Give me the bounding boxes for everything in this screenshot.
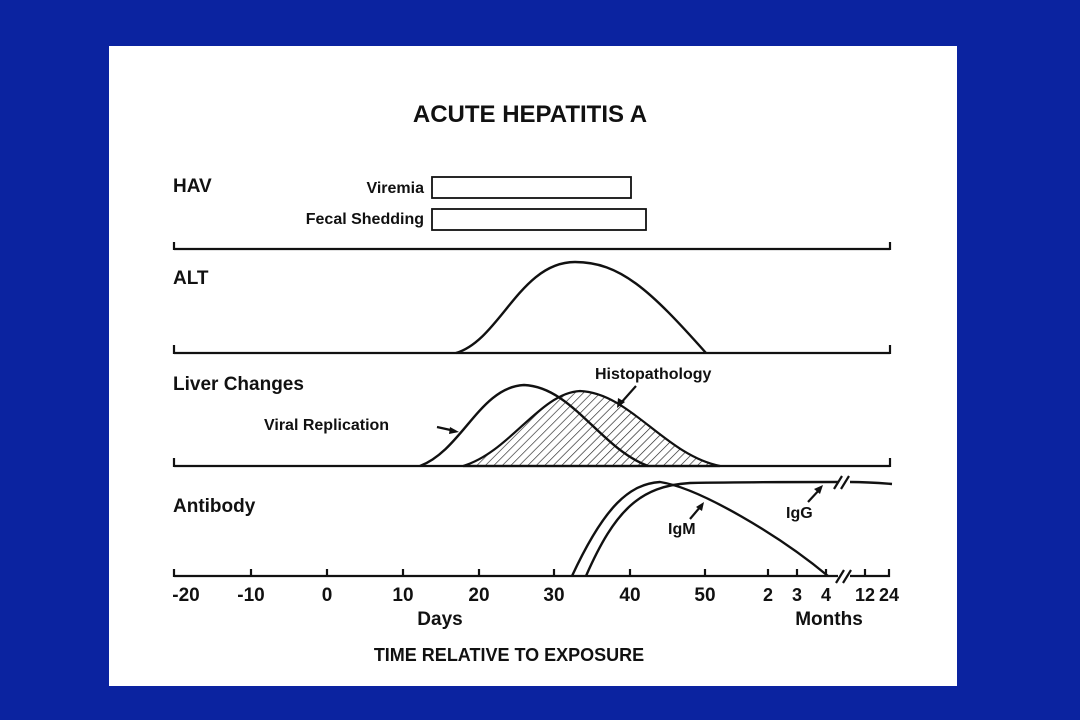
axis-title: TIME RELATIVE TO EXPOSURE	[373, 645, 645, 665]
section-label-alt: ALT	[173, 268, 209, 289]
viremia-label: Viremia	[366, 180, 424, 197]
tick-label: 3	[791, 585, 803, 605]
igg-label: IgG	[786, 505, 813, 522]
tick-label: 50	[694, 585, 716, 606]
viremia-bar	[432, 177, 631, 198]
fecal-shedding-label: Fecal Shedding	[305, 211, 424, 228]
fecal-shedding-bar	[432, 209, 646, 230]
histopathology-area	[463, 391, 720, 466]
tick-label: -20	[172, 585, 200, 606]
igm-label: IgM	[668, 521, 696, 538]
igg-curve	[586, 482, 892, 576]
tick-label: 40	[619, 585, 641, 606]
tick-label: 30	[543, 585, 565, 606]
alt-baseline	[174, 345, 890, 354]
diagram-title: ACUTE HEPATITIS A	[412, 101, 648, 128]
days-label: Days	[417, 609, 463, 630]
tick-label: 24	[878, 585, 900, 605]
section-label-hav: HAV	[173, 176, 212, 197]
tick-label: 0	[321, 585, 333, 606]
viral-replication-label: Viral Replication	[264, 417, 390, 434]
tick-label: 10	[392, 585, 414, 606]
viral-replication-arrowhead	[449, 427, 459, 434]
section-label-liver-changes: Liver Changes	[173, 374, 304, 395]
tick-label: 4	[820, 585, 832, 605]
histopathology-label: Histopathology	[595, 366, 712, 383]
months-label: Months	[795, 609, 863, 630]
section-label-antibody: Antibody	[173, 496, 256, 517]
tick-label: 20	[468, 585, 490, 606]
time-axis	[174, 569, 890, 583]
tick-label: 12	[854, 585, 876, 605]
hav-baseline	[174, 242, 890, 250]
alt-curve	[456, 262, 706, 353]
tick-label: -10	[237, 585, 265, 606]
tick-label: 2	[762, 585, 774, 605]
